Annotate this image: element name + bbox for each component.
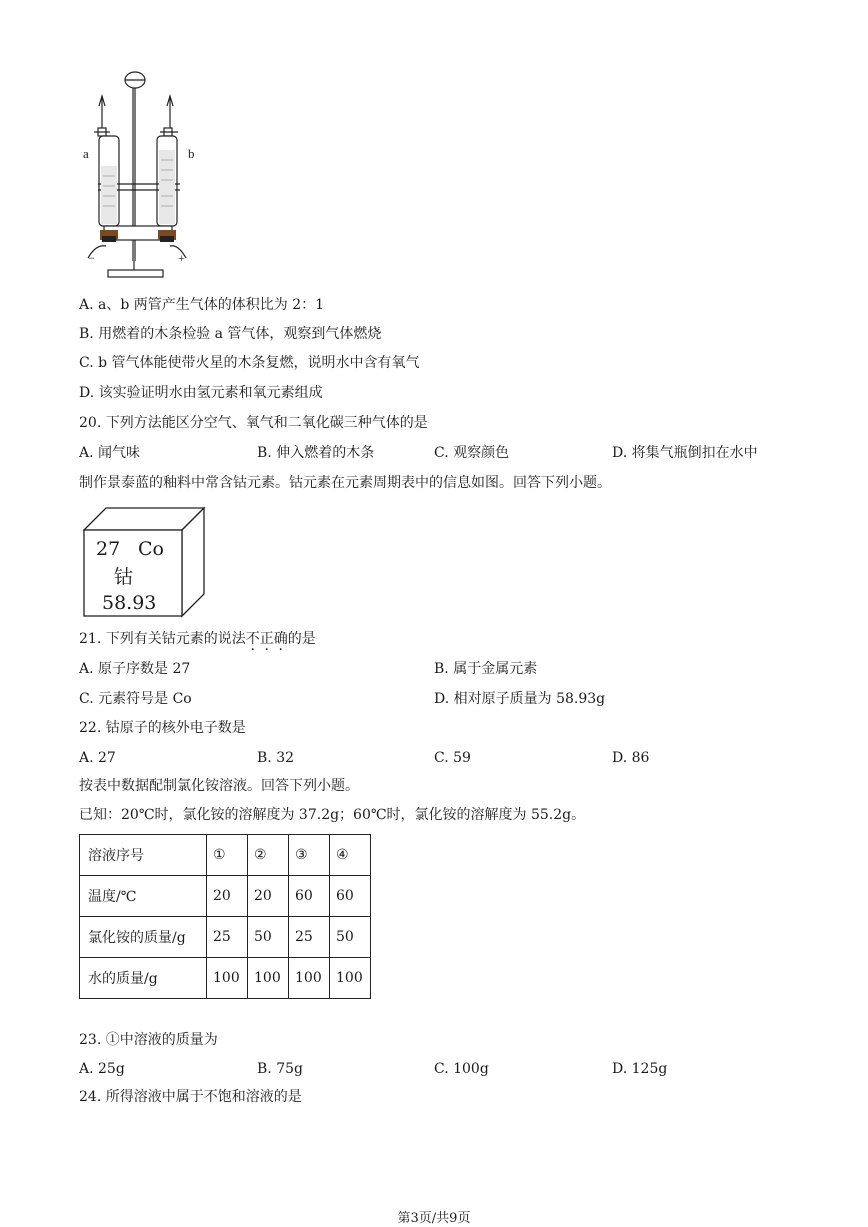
q21-option-d: D. 相对原子质量为 58.93g: [434, 691, 606, 707]
table-cell: 60: [289, 876, 330, 917]
cobalt-element-card: [82, 506, 212, 620]
ammonium-chloride-table: [79, 834, 371, 999]
q21-stem-pre: 21. 下列有关钴元素的说法: [79, 631, 246, 647]
q21-stem: [79, 630, 316, 648]
table-cell: ①: [207, 835, 248, 876]
q21-emph-1: 不: [245, 631, 260, 647]
table-cell: 50: [248, 917, 289, 958]
q21-option-b: B. 属于金属元素: [434, 661, 538, 677]
q19-option-c: C. b 管气体能使带火星的木条复燃，说明水中含有氧气: [79, 355, 420, 371]
q21-option-a: A. 原子序数是 27: [79, 661, 191, 677]
q19-option-b: B. 用燃着的木条检验 a 管气体，观察到气体燃烧: [79, 326, 382, 342]
q21-option-c: C. 元素符号是 Co: [79, 691, 192, 707]
q20-option-a: A. 闻气味: [79, 445, 141, 461]
page-footer: 第3页/共9页: [397, 1211, 471, 1226]
q21-emph-2: 正: [259, 631, 274, 647]
q20-option-b: B. 伸入燃着的木条: [257, 445, 375, 461]
q23-option-b: B. 75g: [257, 1061, 303, 1077]
table-row: [80, 835, 371, 876]
table-cell: 100: [289, 958, 330, 999]
q20-option-c: C. 观察颜色: [434, 445, 510, 461]
tube-a-label: a: [83, 146, 89, 161]
table-intro: 按表中数据配制氯化铵溶液。回答下列小题。: [79, 778, 359, 794]
table-row: [80, 958, 371, 999]
table-cell: 100: [330, 958, 371, 999]
q22-option-c: C. 59: [434, 750, 471, 766]
electrolysis-apparatus-figure: [78, 66, 203, 286]
table-cell: ③: [289, 835, 330, 876]
q23-stem: 23. ①中溶液的质量为: [79, 1032, 218, 1048]
q21-stem-post: 的是: [287, 631, 316, 647]
element-name: 钴: [114, 566, 134, 588]
table-cell: 氯化铵的质量/g: [80, 917, 207, 958]
table-cell: 温度/℃: [80, 876, 207, 917]
atomic-mass: 58.93: [102, 592, 157, 614]
q23-option-a: A. 25g: [79, 1061, 125, 1077]
minus-label: −: [88, 251, 95, 265]
q23-option-c: C. 100g: [434, 1061, 489, 1077]
q21-emph-3: 确: [273, 631, 288, 647]
table-cell: 溶液序号: [80, 835, 207, 876]
q20-stem: 20. 下列方法能区分空气、氧气和二氧化碳三种气体的是: [79, 415, 428, 431]
table-cell: ②: [248, 835, 289, 876]
table-cell: 20: [207, 876, 248, 917]
tube-b-label: b: [188, 146, 195, 161]
table-row: [80, 917, 371, 958]
table-cell: 100: [248, 958, 289, 999]
q19-option-a: A. a、b 两管产生气体的体积比为 2：1: [79, 297, 325, 313]
table-cell: 100: [207, 958, 248, 999]
element-symbol: Co: [138, 538, 164, 560]
table-cell: 25: [207, 917, 248, 958]
q19-option-d: D. 该实验证明水由氢元素和氧元素组成: [79, 385, 323, 401]
q22-option-a: A. 27: [79, 750, 116, 766]
table-cell: 60: [330, 876, 371, 917]
atomic-number: 27: [96, 538, 121, 560]
known-solubility: 已知：20℃时，氯化铵的溶解度为 37.2g；60℃时，氯化铵的溶解度为 55.2g。: [79, 807, 586, 823]
table-cell: 50: [330, 917, 371, 958]
table-cell: 水的质量/g: [80, 958, 207, 999]
table-cell: 25: [289, 917, 330, 958]
q23-option-d: D. 125g: [612, 1061, 668, 1077]
q22-stem: 22. 钴原子的核外电子数是: [79, 720, 246, 736]
q22-option-b: B. 32: [257, 750, 295, 766]
q22-option-d: D. 86: [612, 750, 650, 766]
table-cell: ④: [330, 835, 371, 876]
q20-option-d: D. 将集气瓶倒扣在水中: [612, 445, 758, 461]
plus-label: +: [178, 251, 185, 265]
cobalt-intro: 制作景泰蓝的釉料中常含钴元素。钴元素在元素周期表中的信息如图。回答下列小题。: [79, 475, 611, 491]
q24-stem: 24. 所得溶液中属于不饱和溶液的是: [79, 1089, 302, 1105]
table-cell: 20: [248, 876, 289, 917]
table-row: [80, 876, 371, 917]
